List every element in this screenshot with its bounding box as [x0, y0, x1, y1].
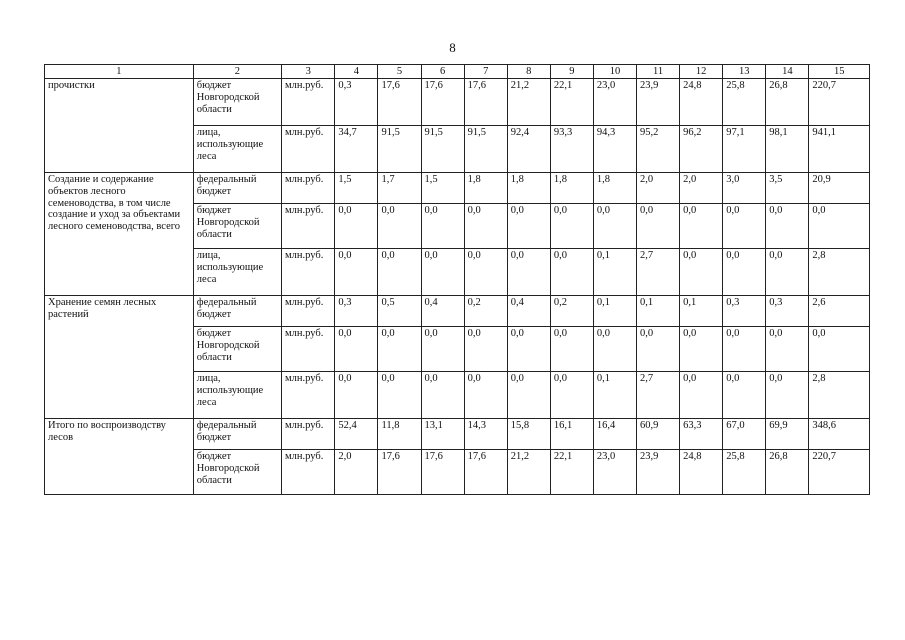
table-row [45, 419, 870, 450]
value-cell: 22,1 [550, 450, 593, 495]
unit-cell: млн.руб. [282, 204, 335, 249]
column-header: 10 [593, 65, 636, 79]
value-cell: 0,0 [723, 204, 766, 249]
value-cell: 3,0 [723, 173, 766, 204]
column-header: 2 [193, 65, 281, 79]
value-cell: 0,0 [464, 204, 507, 249]
column-header: 12 [680, 65, 723, 79]
value-cell: 0,0 [766, 204, 809, 249]
column-header: 8 [507, 65, 550, 79]
value-cell: 0,0 [593, 204, 636, 249]
value-cell: 0,0 [680, 249, 723, 296]
value-cell: 0,0 [464, 249, 507, 296]
funding-source-cell: лица, использующие леса [193, 372, 281, 419]
value-cell: 0,3 [723, 296, 766, 327]
funding-source-cell: федеральный бюджет [193, 419, 281, 450]
value-cell: 0,0 [637, 204, 680, 249]
column-header: 1 [45, 65, 194, 79]
activity-cell: прочистки [45, 79, 194, 173]
value-cell: 1,8 [507, 173, 550, 204]
value-cell: 22,1 [550, 79, 593, 126]
value-cell: 0,0 [378, 372, 421, 419]
column-header: 15 [809, 65, 870, 79]
value-cell: 0,1 [593, 372, 636, 419]
total-value-cell: 2,8 [809, 249, 870, 296]
value-cell: 2,7 [637, 372, 680, 419]
column-header: 7 [464, 65, 507, 79]
value-cell: 17,6 [378, 450, 421, 495]
value-cell: 91,5 [421, 126, 464, 173]
value-cell: 0,0 [550, 204, 593, 249]
value-cell: 11,8 [378, 419, 421, 450]
unit-cell: млн.руб. [282, 173, 335, 204]
value-cell: 0,0 [507, 372, 550, 419]
value-cell: 17,6 [378, 79, 421, 126]
value-cell: 21,2 [507, 450, 550, 495]
total-value-cell: 0,0 [809, 327, 870, 372]
funding-source-cell: федеральный бюджет [193, 173, 281, 204]
value-cell: 0,5 [378, 296, 421, 327]
value-cell: 0,0 [637, 327, 680, 372]
value-cell: 25,8 [723, 79, 766, 126]
value-cell: 0,0 [550, 249, 593, 296]
value-cell: 1,7 [378, 173, 421, 204]
page-number: 8 [449, 40, 456, 55]
value-cell: 0,0 [464, 327, 507, 372]
value-cell: 24,8 [680, 79, 723, 126]
column-header: 3 [282, 65, 335, 79]
value-cell: 13,1 [421, 419, 464, 450]
value-cell: 0,0 [421, 249, 464, 296]
value-cell: 0,0 [421, 372, 464, 419]
total-value-cell: 220,7 [809, 79, 870, 126]
value-cell: 23,9 [637, 79, 680, 126]
funding-source-cell: бюджет Новгородской области [193, 450, 281, 495]
total-value-cell: 220,7 [809, 450, 870, 495]
total-value-cell: 348,6 [809, 419, 870, 450]
value-cell: 0,0 [723, 249, 766, 296]
value-cell: 0,3 [335, 296, 378, 327]
total-value-cell: 20,9 [809, 173, 870, 204]
activity-cell: Итого по воспроизводству лесов [45, 419, 194, 495]
value-cell: 17,6 [421, 450, 464, 495]
unit-cell: млн.руб. [282, 450, 335, 495]
table-body [45, 79, 870, 495]
value-cell: 0,0 [766, 372, 809, 419]
value-cell: 0,0 [507, 204, 550, 249]
value-cell: 0,3 [766, 296, 809, 327]
value-cell: 63,3 [680, 419, 723, 450]
value-cell: 0,0 [593, 327, 636, 372]
value-cell: 34,7 [335, 126, 378, 173]
unit-cell: млн.руб. [282, 327, 335, 372]
column-header: 11 [637, 65, 680, 79]
total-value-cell: 0,0 [809, 204, 870, 249]
value-cell: 0,2 [550, 296, 593, 327]
value-cell: 91,5 [378, 126, 421, 173]
value-cell: 0,0 [680, 327, 723, 372]
value-cell: 2,7 [637, 249, 680, 296]
header-row [45, 65, 870, 79]
column-header: 9 [550, 65, 593, 79]
value-cell: 23,0 [593, 450, 636, 495]
value-cell: 1,5 [335, 173, 378, 204]
value-cell: 92,4 [507, 126, 550, 173]
value-cell: 17,6 [421, 79, 464, 126]
value-cell: 1,8 [550, 173, 593, 204]
value-cell: 0,0 [335, 204, 378, 249]
funding-source-cell: федеральный бюджет [193, 296, 281, 327]
value-cell: 24,8 [680, 450, 723, 495]
value-cell: 1,5 [421, 173, 464, 204]
column-header: 14 [766, 65, 809, 79]
value-cell: 0,0 [335, 372, 378, 419]
value-cell: 0,0 [550, 327, 593, 372]
activity-cell: Создание и содержание объектов лесного семеноводства, в том числе создание и уход за объектами лесного семеноводства, всего [45, 173, 194, 296]
total-value-cell: 2,6 [809, 296, 870, 327]
value-cell: 2,0 [335, 450, 378, 495]
value-cell: 0,0 [421, 327, 464, 372]
value-cell: 98,1 [766, 126, 809, 173]
value-cell: 21,2 [507, 79, 550, 126]
value-cell: 0,0 [723, 327, 766, 372]
value-cell: 0,0 [723, 372, 766, 419]
value-cell: 0,0 [680, 204, 723, 249]
value-cell: 0,3 [335, 79, 378, 126]
value-cell: 16,4 [593, 419, 636, 450]
value-cell: 17,6 [464, 450, 507, 495]
value-cell: 52,4 [335, 419, 378, 450]
column-header: 13 [723, 65, 766, 79]
value-cell: 1,8 [593, 173, 636, 204]
value-cell: 25,8 [723, 450, 766, 495]
value-cell: 0,0 [335, 327, 378, 372]
value-cell: 16,1 [550, 419, 593, 450]
value-cell: 23,9 [637, 450, 680, 495]
unit-cell: млн.руб. [282, 419, 335, 450]
value-cell: 0,0 [766, 249, 809, 296]
activity-cell: Хранение семян лесных растений [45, 296, 194, 419]
table-header [45, 65, 870, 79]
unit-cell: млн.руб. [282, 372, 335, 419]
value-cell: 93,3 [550, 126, 593, 173]
column-header: 5 [378, 65, 421, 79]
table-row [45, 173, 870, 204]
value-cell: 3,5 [766, 173, 809, 204]
value-cell: 0,1 [680, 296, 723, 327]
value-cell: 0,0 [550, 372, 593, 419]
value-cell: 97,1 [723, 126, 766, 173]
value-cell: 0,0 [378, 249, 421, 296]
funding-source-cell: бюджет Новгородской области [193, 327, 281, 372]
value-cell: 60,9 [637, 419, 680, 450]
total-value-cell: 941,1 [809, 126, 870, 173]
value-cell: 17,6 [464, 79, 507, 126]
total-value-cell: 2,8 [809, 372, 870, 419]
unit-cell: млн.руб. [282, 249, 335, 296]
value-cell: 0,0 [421, 204, 464, 249]
table-row [45, 79, 870, 126]
funding-source-cell: бюджет Новгородской области [193, 204, 281, 249]
value-cell: 91,5 [464, 126, 507, 173]
value-cell: 0,0 [378, 327, 421, 372]
value-cell: 14,3 [464, 419, 507, 450]
value-cell: 0,1 [593, 249, 636, 296]
value-cell: 0,1 [593, 296, 636, 327]
value-cell: 26,8 [766, 79, 809, 126]
funding-source-cell: лица, использующие леса [193, 249, 281, 296]
value-cell: 0,0 [680, 372, 723, 419]
value-cell: 0,4 [507, 296, 550, 327]
value-cell: 0,0 [766, 327, 809, 372]
value-cell: 26,8 [766, 450, 809, 495]
value-cell: 0,2 [464, 296, 507, 327]
value-cell: 69,9 [766, 419, 809, 450]
value-cell: 95,2 [637, 126, 680, 173]
value-cell: 2,0 [637, 173, 680, 204]
unit-cell: млн.руб. [282, 126, 335, 173]
value-cell: 96,2 [680, 126, 723, 173]
value-cell: 0,1 [637, 296, 680, 327]
value-cell: 1,8 [464, 173, 507, 204]
funding-source-cell: лица, использующие леса [193, 126, 281, 173]
value-cell: 0,0 [335, 249, 378, 296]
value-cell: 2,0 [680, 173, 723, 204]
value-cell: 23,0 [593, 79, 636, 126]
value-cell: 0,0 [464, 372, 507, 419]
value-cell: 0,0 [507, 327, 550, 372]
table-row [45, 296, 870, 327]
value-cell: 0,0 [507, 249, 550, 296]
value-cell: 94,3 [593, 126, 636, 173]
value-cell: 0,0 [378, 204, 421, 249]
column-header: 6 [421, 65, 464, 79]
value-cell: 0,4 [421, 296, 464, 327]
unit-cell: млн.руб. [282, 79, 335, 126]
value-cell: 15,8 [507, 419, 550, 450]
funding-source-cell: бюджет Новгородской области [193, 79, 281, 126]
budget-table [44, 64, 870, 495]
value-cell: 67,0 [723, 419, 766, 450]
unit-cell: млн.руб. [282, 296, 335, 327]
column-header: 4 [335, 65, 378, 79]
